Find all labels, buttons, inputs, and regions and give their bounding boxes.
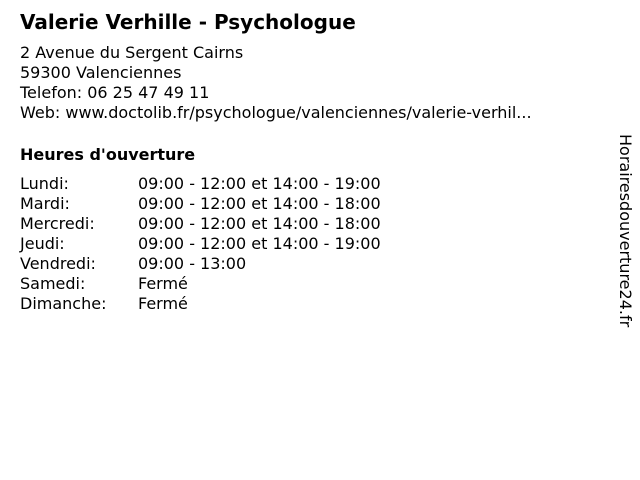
opening-hours-table [20,174,381,314]
hours-day: Mardi: [20,194,70,213]
hours-day: Samedi: [20,274,86,293]
street-address: 2 Avenue du Sergent Cairns [20,43,244,62]
hours-day: Mercredi: [20,214,95,233]
hours-row-jeudi [20,234,381,254]
city-address: 59300 Valenciennes [20,63,182,82]
hours-day: Vendredi: [20,254,96,273]
website-link[interactable]: Web: www.doctolib.fr/psychologue/valenciennes/valerie-verhil... [20,103,532,122]
hours-time: Fermé [138,294,188,313]
hours-day: Dimanche: [20,294,107,313]
hours-time: Fermé [138,274,188,293]
business-info [20,43,532,123]
hours-heading: Heures d'ouverture [20,145,196,164]
hours-row-lundi [20,174,381,194]
hours-row-mercredi [20,214,381,234]
hours-time: 09:00 - 12:00 et 14:00 - 19:00 [138,174,381,193]
business-name: Valerie Verhille - Psychologue [20,10,356,34]
hours-day: Lundi: [20,174,69,193]
hours-day: Jeudi: [20,234,65,253]
hours-time: 09:00 - 12:00 et 14:00 - 18:00 [138,194,381,213]
hours-row-vendredi [20,254,381,274]
phone-number: Telefon: 06 25 47 49 11 [20,83,210,102]
site-watermark: Horairesdouverture24.fr [616,134,635,328]
hours-row-dimanche [20,294,381,314]
hours-time: 09:00 - 13:00 [138,254,247,273]
hours-time: 09:00 - 12:00 et 14:00 - 19:00 [138,234,381,253]
hours-row-samedi [20,274,381,294]
hours-row-mardi [20,194,381,214]
hours-time: 09:00 - 12:00 et 14:00 - 18:00 [138,214,381,233]
